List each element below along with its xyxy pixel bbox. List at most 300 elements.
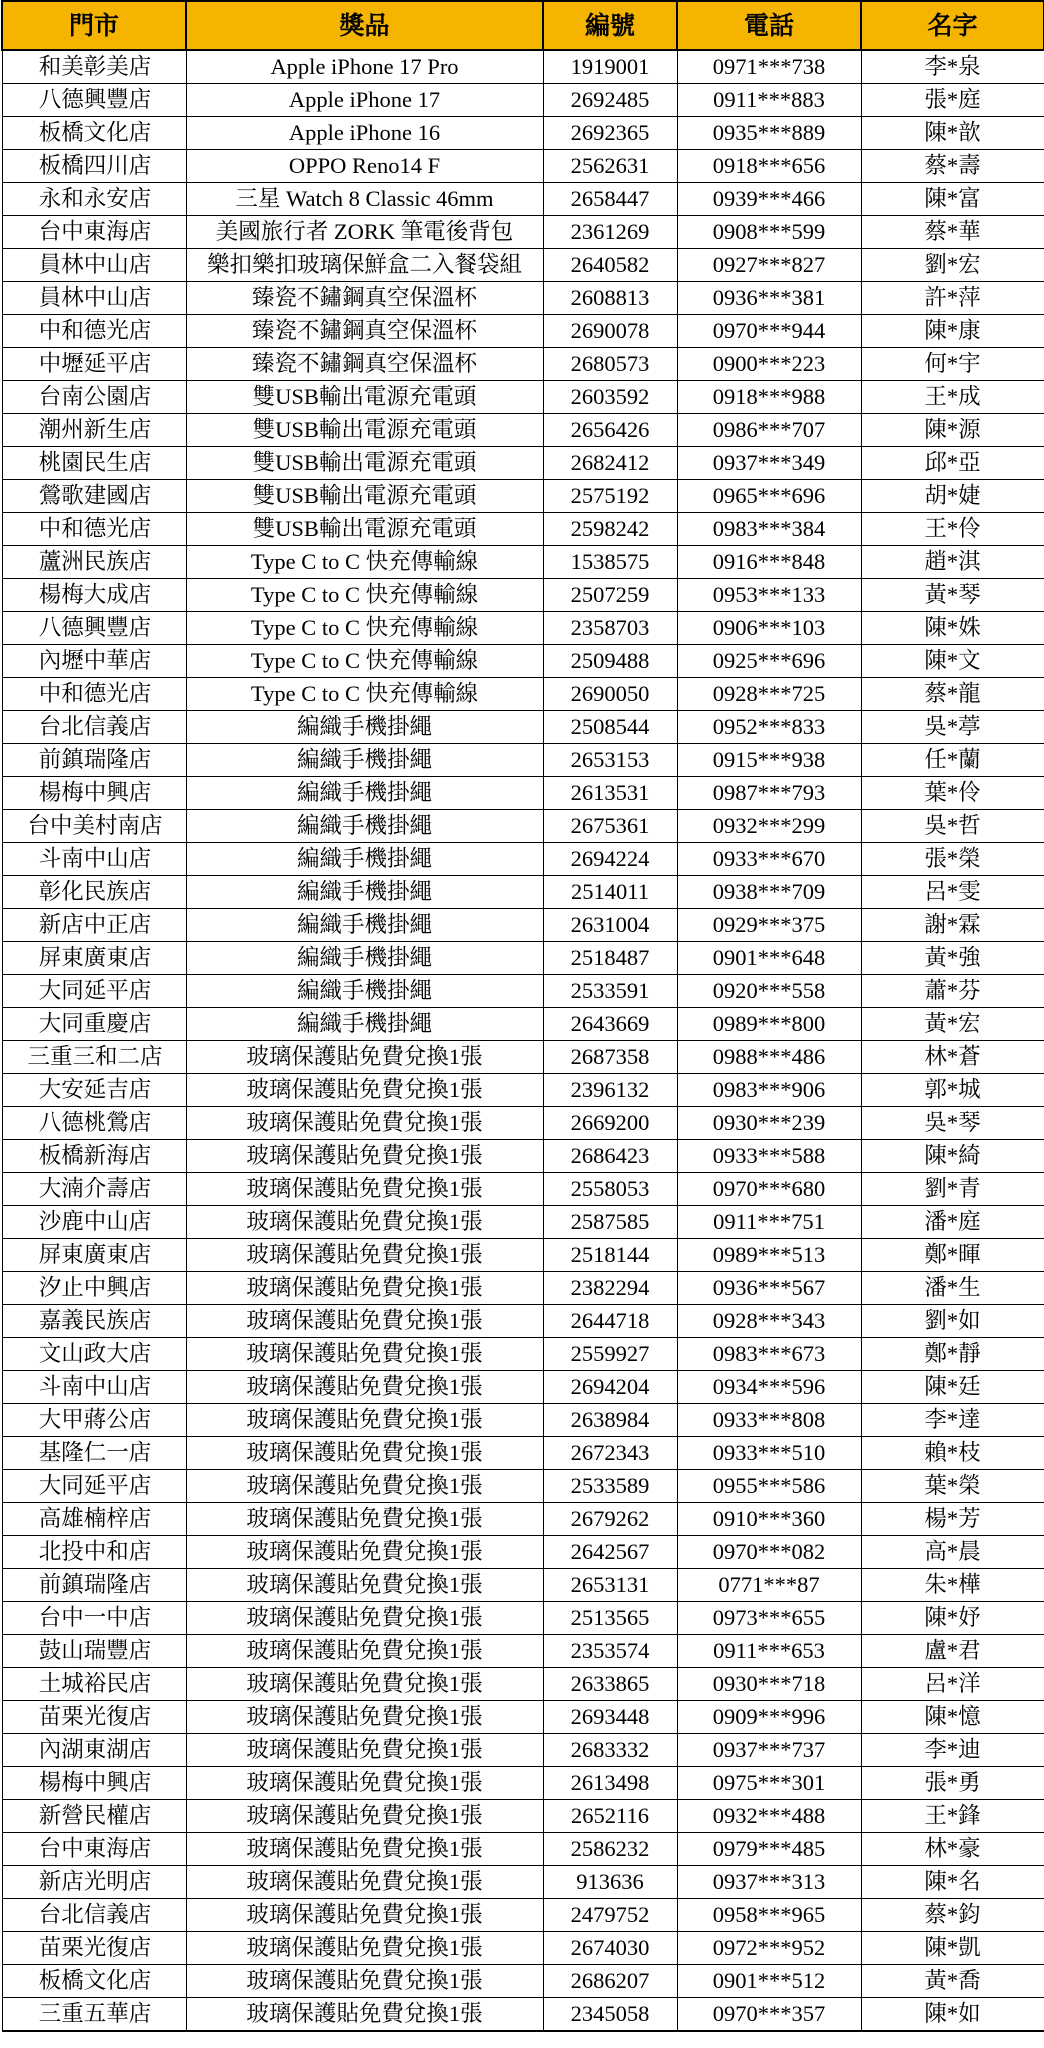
store-cell: 八德桃鶯店 [2,1107,186,1140]
name-cell: 黃*強 [861,942,1044,975]
phone-cell: 0771***87 [677,1569,861,1602]
store-cell: 大同延平店 [2,1470,186,1503]
prize-cell: 玻璃保護貼免費兌換1張 [186,1833,543,1866]
number-cell: 2642567 [543,1536,677,1569]
store-cell: 和美彰美店 [2,50,186,84]
prize-cell: 玻璃保護貼免費兌換1張 [186,1371,543,1404]
number-cell: 2509488 [543,645,677,678]
table-row [2,1206,1044,1239]
phone-cell: 0933***670 [677,843,861,876]
store-cell: 新店光明店 [2,1866,186,1899]
store-cell: 大同重慶店 [2,1008,186,1041]
name-cell: 陳*姝 [861,612,1044,645]
name-cell: 楊*芳 [861,1503,1044,1536]
store-cell: 彰化民族店 [2,876,186,909]
name-cell: 鄭*暉 [861,1239,1044,1272]
store-cell: 屏東廣東店 [2,1239,186,1272]
name-cell: 陳*凱 [861,1932,1044,1965]
table-row [2,711,1044,744]
number-cell: 2687358 [543,1041,677,1074]
prize-cell: 編織手機掛繩 [186,909,543,942]
table-row [2,1107,1044,1140]
name-cell: 王*成 [861,381,1044,414]
table-row [2,1305,1044,1338]
number-cell: 2587585 [543,1206,677,1239]
name-cell: 陳*康 [861,315,1044,348]
table-row [2,1041,1044,1074]
number-cell: 2692485 [543,84,677,117]
prize-cell: 玻璃保護貼免費兌換1張 [186,1569,543,1602]
name-cell: 潘*生 [861,1272,1044,1305]
number-cell: 2694204 [543,1371,677,1404]
table-row [2,282,1044,315]
store-cell: 屏東廣東店 [2,942,186,975]
table-row [2,1404,1044,1437]
phone-cell: 0939***466 [677,183,861,216]
number-cell: 2514011 [543,876,677,909]
number-cell: 2644718 [543,1305,677,1338]
phone-cell: 0971***738 [677,50,861,84]
prize-cell: Type C to C 快充傳輸線 [186,579,543,612]
prize-cell: 玻璃保護貼免費兌換1張 [186,1140,543,1173]
table-row [2,1569,1044,1602]
name-cell: 劉*青 [861,1173,1044,1206]
prize-cell: Apple iPhone 17 Pro [186,50,543,84]
phone-cell: 0989***800 [677,1008,861,1041]
table-row [2,348,1044,381]
name-cell: 盧*君 [861,1635,1044,1668]
number-cell: 2562631 [543,150,677,183]
number-cell: 1538575 [543,546,677,579]
prize-cell: 臻瓷不鏽鋼真空保溫杯 [186,348,543,381]
number-cell: 2638984 [543,1404,677,1437]
store-cell: 中壢延平店 [2,348,186,381]
phone-cell: 0932***488 [677,1800,861,1833]
number-cell: 2513565 [543,1602,677,1635]
phone-cell: 0986***707 [677,414,861,447]
header-phone: 電話 [677,1,861,50]
number-cell: 2559927 [543,1338,677,1371]
prize-cell: Type C to C 快充傳輸線 [186,645,543,678]
name-cell: 鄭*靜 [861,1338,1044,1371]
prize-cell: 玻璃保護貼免費兌換1張 [186,1239,543,1272]
table-row [2,1899,1044,1932]
prize-cell: 玻璃保護貼免費兌換1張 [186,1899,543,1932]
table-row [2,1272,1044,1305]
header-prize: 獎品 [186,1,543,50]
store-cell: 台中東海店 [2,216,186,249]
header-name: 名字 [861,1,1044,50]
prize-cell: 雙USB輸出電源充電頭 [186,414,543,447]
store-cell: 楊梅中興店 [2,777,186,810]
name-cell: 蔡*龍 [861,678,1044,711]
prize-cell: 玻璃保護貼免費兌換1張 [186,1536,543,1569]
table-row [2,1602,1044,1635]
table-row [2,546,1044,579]
prize-cell: 玻璃保護貼免費兌換1張 [186,1602,543,1635]
name-cell: 趙*淇 [861,546,1044,579]
store-cell: 台北信義店 [2,711,186,744]
store-cell: 新營民權店 [2,1800,186,1833]
table-row [2,777,1044,810]
prize-cell: 編織手機掛繩 [186,1008,543,1041]
prize-cell: 玻璃保護貼免費兌換1張 [186,1437,543,1470]
store-cell: 嘉義民族店 [2,1305,186,1338]
number-cell: 2631004 [543,909,677,942]
table-row [2,909,1044,942]
prize-cell: 玻璃保護貼免費兌換1張 [186,1074,543,1107]
name-cell: 蔡*壽 [861,150,1044,183]
prize-cell: 樂扣樂扣玻璃保鮮盒二入餐袋組 [186,249,543,282]
phone-cell: 0983***384 [677,513,861,546]
store-cell: 文山政大店 [2,1338,186,1371]
name-cell: 陳*源 [861,414,1044,447]
store-cell: 桃園民生店 [2,447,186,480]
phone-cell: 0936***381 [677,282,861,315]
table-row [2,1008,1044,1041]
phone-cell: 0970***680 [677,1173,861,1206]
store-cell: 蘆洲民族店 [2,546,186,579]
name-cell: 吳*琴 [861,1107,1044,1140]
header-number: 編號 [543,1,677,50]
prize-cell: 玻璃保護貼免費兌換1張 [186,1668,543,1701]
store-cell: 中和德光店 [2,513,186,546]
name-cell: 李*達 [861,1404,1044,1437]
table-row [2,1437,1044,1470]
store-cell: 苗栗光復店 [2,1701,186,1734]
store-cell: 苗栗光復店 [2,1932,186,1965]
name-cell: 陳*歆 [861,117,1044,150]
name-cell: 朱*樺 [861,1569,1044,1602]
number-cell: 2603592 [543,381,677,414]
table-row [2,117,1044,150]
prize-cell: 雙USB輸出電源充電頭 [186,513,543,546]
prize-cell: 玻璃保護貼免費兌換1張 [186,1305,543,1338]
phone-cell: 0937***349 [677,447,861,480]
store-cell: 潮州新生店 [2,414,186,447]
prize-cell: 玻璃保護貼免費兌換1張 [186,1998,543,2032]
store-cell: 楊梅中興店 [2,1767,186,1800]
table-row [2,50,1044,84]
store-cell: 內湖東湖店 [2,1734,186,1767]
name-cell: 葉*伶 [861,777,1044,810]
store-cell: 新店中正店 [2,909,186,942]
table-row [2,1173,1044,1206]
store-cell: 員林中山店 [2,249,186,282]
table-row [2,183,1044,216]
prize-cell: 玻璃保護貼免費兌換1張 [186,1866,543,1899]
name-cell: 呂*洋 [861,1668,1044,1701]
name-cell: 劉*宏 [861,249,1044,282]
phone-cell: 0989***513 [677,1239,861,1272]
prize-cell: 編織手機掛繩 [186,876,543,909]
name-cell: 吳*哲 [861,810,1044,843]
number-cell: 2686423 [543,1140,677,1173]
number-cell: 2653153 [543,744,677,777]
phone-cell: 0918***656 [677,150,861,183]
number-cell: 2479752 [543,1899,677,1932]
prize-cell: 玻璃保護貼免費兌換1張 [186,1965,543,1998]
prize-cell: Apple iPhone 16 [186,117,543,150]
number-cell: 913636 [543,1866,677,1899]
store-cell: 台中美村南店 [2,810,186,843]
name-cell: 陳*富 [861,183,1044,216]
phone-cell: 0927***827 [677,249,861,282]
name-cell: 吳*葶 [861,711,1044,744]
table-row [2,1140,1044,1173]
table-row [2,315,1044,348]
phone-cell: 0979***485 [677,1833,861,1866]
number-cell: 2683332 [543,1734,677,1767]
store-cell: 台南公園店 [2,381,186,414]
table-row [2,381,1044,414]
table-row [2,1338,1044,1371]
store-cell: 中和德光店 [2,315,186,348]
table-row [2,447,1044,480]
prize-cell: 美國旅行者 ZORK 筆電後背包 [186,216,543,249]
phone-cell: 0936***567 [677,1272,861,1305]
store-cell: 楊梅大成店 [2,579,186,612]
store-cell: 斗南中山店 [2,1371,186,1404]
number-cell: 2575192 [543,480,677,513]
phone-cell: 0952***833 [677,711,861,744]
store-cell: 板橋文化店 [2,1965,186,1998]
number-cell: 2643669 [543,1008,677,1041]
phone-cell: 0906***103 [677,612,861,645]
name-cell: 胡*婕 [861,480,1044,513]
phone-cell: 0935***889 [677,117,861,150]
store-cell: 三重三和二店 [2,1041,186,1074]
number-cell: 2694224 [543,843,677,876]
prize-cell: 編織手機掛繩 [186,744,543,777]
table-row [2,480,1044,513]
table-row [2,84,1044,117]
phone-cell: 0933***808 [677,1404,861,1437]
phone-cell: 0973***655 [677,1602,861,1635]
name-cell: 張*榮 [861,843,1044,876]
store-cell: 中和德光店 [2,678,186,711]
name-cell: 黃*喬 [861,1965,1044,1998]
phone-cell: 0937***737 [677,1734,861,1767]
store-cell: 大湳介壽店 [2,1173,186,1206]
number-cell: 2682412 [543,447,677,480]
prize-cell: OPPO Reno14 F [186,150,543,183]
store-cell: 前鎮瑞隆店 [2,744,186,777]
table-row [2,216,1044,249]
name-cell: 高*晨 [861,1536,1044,1569]
name-cell: 許*萍 [861,282,1044,315]
store-cell: 台中一中店 [2,1602,186,1635]
prize-cell: 臻瓷不鏽鋼真空保溫杯 [186,315,543,348]
name-cell: 王*鋒 [861,1800,1044,1833]
name-cell: 林*蒼 [861,1041,1044,1074]
store-cell: 八德興豐店 [2,612,186,645]
store-cell: 板橋新海店 [2,1140,186,1173]
table-row [2,1965,1044,1998]
number-cell: 2533591 [543,975,677,1008]
name-cell: 陳*憶 [861,1701,1044,1734]
prize-cell: 編織手機掛繩 [186,975,543,1008]
number-cell: 2633865 [543,1668,677,1701]
number-cell: 2358703 [543,612,677,645]
number-cell: 2692365 [543,117,677,150]
number-cell: 2586232 [543,1833,677,1866]
prize-cell: Apple iPhone 17 [186,84,543,117]
store-cell: 鶯歌建國店 [2,480,186,513]
phone-cell: 0916***848 [677,546,861,579]
phone-cell: 0909***996 [677,1701,861,1734]
phone-cell: 0970***357 [677,1998,861,2032]
phone-cell: 0932***299 [677,810,861,843]
name-cell: 陳*廷 [861,1371,1044,1404]
number-cell: 2679262 [543,1503,677,1536]
store-cell: 台北信義店 [2,1899,186,1932]
phone-cell: 0920***558 [677,975,861,1008]
name-cell: 王*伶 [861,513,1044,546]
phone-cell: 0901***512 [677,1965,861,1998]
phone-cell: 0930***239 [677,1107,861,1140]
number-cell: 2518487 [543,942,677,975]
prize-cell: 玻璃保護貼免費兌換1張 [186,1701,543,1734]
prize-cell: 玻璃保護貼免費兌換1張 [186,1404,543,1437]
table-row [2,1833,1044,1866]
phone-cell: 0933***510 [677,1437,861,1470]
phone-cell: 0965***696 [677,480,861,513]
phone-cell: 0933***588 [677,1140,861,1173]
prize-cell: 編織手機掛繩 [186,942,543,975]
store-cell: 前鎮瑞隆店 [2,1569,186,1602]
name-cell: 黃*宏 [861,1008,1044,1041]
number-cell: 2674030 [543,1932,677,1965]
table-row [2,975,1044,1008]
name-cell: 林*豪 [861,1833,1044,1866]
table-row [2,1866,1044,1899]
prize-cell: 玻璃保護貼免費兌換1張 [186,1503,543,1536]
phone-cell: 0937***313 [677,1866,861,1899]
number-cell: 2693448 [543,1701,677,1734]
store-cell: 台中東海店 [2,1833,186,1866]
store-cell: 汐止中興店 [2,1272,186,1305]
phone-cell: 0911***653 [677,1635,861,1668]
number-cell: 2640582 [543,249,677,282]
phone-cell: 0934***596 [677,1371,861,1404]
table-row [2,612,1044,645]
prize-cell: 玻璃保護貼免費兌換1張 [186,1800,543,1833]
store-cell: 斗南中山店 [2,843,186,876]
table-row [2,744,1044,777]
table-row [2,1800,1044,1833]
phone-cell: 0901***648 [677,942,861,975]
phone-cell: 0910***360 [677,1503,861,1536]
prize-cell: 三星 Watch 8 Classic 46mm [186,183,543,216]
table-row [2,1239,1044,1272]
number-cell: 2558053 [543,1173,677,1206]
header-store: 門市 [2,1,186,50]
table-row [2,150,1044,183]
table-row [2,678,1044,711]
table-row [2,810,1044,843]
table-row [2,1932,1044,1965]
phone-cell: 0915***938 [677,744,861,777]
name-cell: 任*蘭 [861,744,1044,777]
name-cell: 蔡*鈞 [861,1899,1044,1932]
phone-cell: 0911***883 [677,84,861,117]
store-cell: 高雄楠梓店 [2,1503,186,1536]
phone-cell: 0972***952 [677,1932,861,1965]
number-cell: 2353574 [543,1635,677,1668]
header-row [2,1,1044,50]
prize-cell: 編織手機掛繩 [186,777,543,810]
name-cell: 邱*亞 [861,447,1044,480]
prize-cell: 雙USB輸出電源充電頭 [186,447,543,480]
store-cell: 基隆仁一店 [2,1437,186,1470]
store-cell: 大甲蔣公店 [2,1404,186,1437]
store-cell: 沙鹿中山店 [2,1206,186,1239]
store-cell: 八德興豐店 [2,84,186,117]
name-cell: 李*泉 [861,50,1044,84]
table-row [2,513,1044,546]
table-row [2,1371,1044,1404]
prize-cell: 臻瓷不鏽鋼真空保溫杯 [186,282,543,315]
phone-cell: 0930***718 [677,1668,861,1701]
number-cell: 2361269 [543,216,677,249]
number-cell: 2613531 [543,777,677,810]
name-cell: 李*迪 [861,1734,1044,1767]
name-cell: 謝*霖 [861,909,1044,942]
number-cell: 2652116 [543,1800,677,1833]
name-cell: 蕭*芬 [861,975,1044,1008]
table-row [2,1998,1044,2032]
prize-cell: 玻璃保護貼免費兌換1張 [186,1107,543,1140]
store-cell: 大安延吉店 [2,1074,186,1107]
name-cell: 陳*文 [861,645,1044,678]
prize-cell: 玻璃保護貼免費兌換1張 [186,1635,543,1668]
table-row [2,1668,1044,1701]
phone-cell: 0911***751 [677,1206,861,1239]
table-row [2,1074,1044,1107]
number-cell: 2613498 [543,1767,677,1800]
name-cell: 黃*琴 [861,579,1044,612]
phone-cell: 0900***223 [677,348,861,381]
phone-cell: 0918***988 [677,381,861,414]
number-cell: 2518144 [543,1239,677,1272]
prize-cell: 玻璃保護貼免費兌換1張 [186,1470,543,1503]
winners-table-body [2,50,1044,2031]
name-cell: 葉*榮 [861,1470,1044,1503]
store-cell: 三重五華店 [2,1998,186,2032]
table-row [2,1701,1044,1734]
phone-cell: 0970***082 [677,1536,861,1569]
name-cell: 呂*雯 [861,876,1044,909]
table-row [2,942,1044,975]
table-row [2,843,1044,876]
phone-cell: 0928***343 [677,1305,861,1338]
name-cell: 賴*枝 [861,1437,1044,1470]
store-cell: 內壢中華店 [2,645,186,678]
store-cell: 大同延平店 [2,975,186,1008]
phone-cell: 0928***725 [677,678,861,711]
phone-cell: 0908***599 [677,216,861,249]
phone-cell: 0958***965 [677,1899,861,1932]
store-cell: 北投中和店 [2,1536,186,1569]
number-cell: 2675361 [543,810,677,843]
prize-cell: 編織手機掛繩 [186,810,543,843]
table-row [2,249,1044,282]
number-cell: 2680573 [543,348,677,381]
name-cell: 陳*妤 [861,1602,1044,1635]
phone-cell: 0929***375 [677,909,861,942]
number-cell: 2672343 [543,1437,677,1470]
